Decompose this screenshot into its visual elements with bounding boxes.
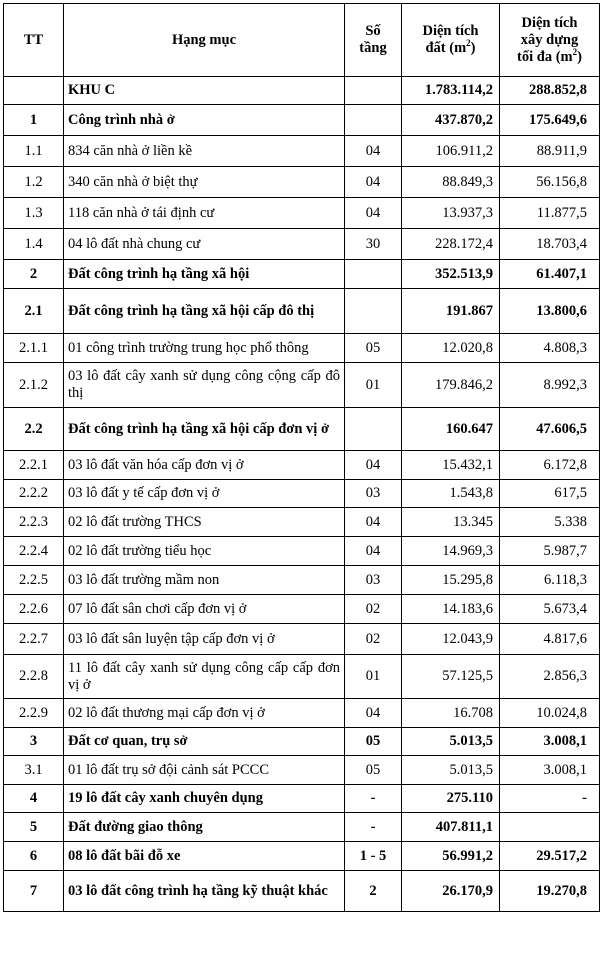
table-row [4, 198, 600, 229]
row-build-area-cell [500, 813, 600, 842]
header-land-area [402, 4, 500, 77]
row-build-area-cell: 2.856,3 [500, 655, 600, 699]
row-build-area-cell: 3.008,1 [500, 728, 600, 756]
row-land-area-cell: 14.183,6 [402, 595, 500, 624]
row-land-area-cell: 228.172,4 [402, 229, 500, 260]
row-floors-cell: 30 [345, 229, 402, 260]
row-land-area-cell: 15.295,8 [402, 566, 500, 595]
table-row [4, 756, 600, 785]
row-build-area-cell: 5.987,7 [500, 537, 600, 566]
header-land-line1: Diện tích [422, 23, 479, 39]
row-build-area-cell: 6.172,8 [500, 451, 600, 480]
row-floors-cell: 04 [345, 508, 402, 537]
row-tt-cell: 2.1 [4, 289, 64, 334]
row-land-area-cell: 5.013,5 [402, 756, 500, 785]
row-item-cell: Đất công trình hạ tầng xã hội cấp đô thị [64, 289, 345, 334]
row-land-area-cell: 5.013,5 [402, 728, 500, 756]
table-row [4, 334, 600, 363]
table-row [4, 699, 600, 728]
row-land-area-cell: 191.867 [402, 289, 500, 334]
row-build-area-cell: 5.338 [500, 508, 600, 537]
table-row [4, 105, 600, 136]
row-tt-cell: 2.2 [4, 408, 64, 451]
row-build-area-cell: 56.156,8 [500, 167, 600, 198]
row-floors-cell [345, 105, 402, 136]
row-item-cell: 01 lô đất trụ sở đội cảnh sát PCCC [64, 756, 345, 785]
row-floors-cell: - [345, 785, 402, 813]
row-item-cell: 07 lô đất sân chơi cấp đơn vị ở [64, 595, 345, 624]
row-land-area-cell: 15.432,1 [402, 451, 500, 480]
row-item-cell: 11 lô đất cây xanh sử dụng công cấp cấp đơn vị ở [64, 655, 345, 699]
header-land-sup: 2 [466, 38, 471, 49]
row-land-area-cell: 56.991,2 [402, 842, 500, 871]
header-floors-line2: tầng [359, 40, 387, 56]
row-build-area-cell: 8.992,3 [500, 363, 600, 408]
row-item-cell: 01 công trình trường trung học phổ thông [64, 334, 345, 363]
header-build-end: ) [577, 48, 582, 65]
table-row [4, 842, 600, 871]
table-row [4, 785, 600, 813]
row-floors-cell: 04 [345, 537, 402, 566]
row-floors-cell: 04 [345, 136, 402, 167]
header-land-line2: đất (m [425, 40, 467, 56]
row-floors-cell: 04 [345, 699, 402, 728]
row-land-area-cell: 1.783.114,2 [402, 77, 500, 105]
row-build-area-cell: 18.703,4 [500, 229, 600, 260]
row-land-area-cell: 13.937,3 [402, 198, 500, 229]
header-floors [345, 4, 402, 77]
table-container [3, 3, 600, 912]
row-tt-cell: 2.2.9 [4, 699, 64, 728]
row-tt-cell: 2 [4, 260, 64, 289]
row-item-cell: 03 lô đất trường mầm non [64, 566, 345, 595]
row-item-cell: 02 lô đất trường THCS [64, 508, 345, 537]
row-build-area-cell: 288.852,8 [500, 77, 600, 105]
row-tt-cell: 1 [4, 105, 64, 136]
row-tt-cell: 3.1 [4, 756, 64, 785]
header-build-line2: xây dựng [520, 31, 579, 48]
table-row [4, 728, 600, 756]
row-land-area-cell: 437.870,2 [402, 105, 500, 136]
table-row [4, 136, 600, 167]
header-floors-line1: Số [365, 23, 381, 39]
header-build-line1: Diện tích [521, 14, 578, 31]
row-land-area-cell: 106.911,2 [402, 136, 500, 167]
row-land-area-cell: 160.647 [402, 408, 500, 451]
row-floors-cell: 1 - 5 [345, 842, 402, 871]
row-land-area-cell: 407.811,1 [402, 813, 500, 842]
row-item-cell: 834 căn nhà ở liền kề [64, 136, 345, 167]
table-row [4, 566, 600, 595]
row-tt-cell: 2.2.3 [4, 508, 64, 537]
row-floors-cell [345, 408, 402, 451]
row-item-cell: Đất công trình hạ tầng xã hội [64, 260, 345, 289]
table-row [4, 229, 600, 260]
row-build-area-cell: 617,5 [500, 480, 600, 508]
row-land-area-cell: 12.043,9 [402, 624, 500, 655]
row-build-area-cell: 10.024,8 [500, 699, 600, 728]
table-body [4, 77, 600, 912]
row-floors-cell [345, 289, 402, 334]
row-item-cell: 03 lô đất y tế cấp đơn vị ở [64, 480, 345, 508]
table-row [4, 813, 600, 842]
row-tt-cell: 7 [4, 871, 64, 912]
row-item-cell: 118 căn nhà ở tái định cư [64, 198, 345, 229]
row-tt-cell: 2.1.1 [4, 334, 64, 363]
row-floors-cell: 2 [345, 871, 402, 912]
row-land-area-cell: 16.708 [402, 699, 500, 728]
row-floors-cell: 01 [345, 363, 402, 408]
table-row [4, 480, 600, 508]
row-floors-cell: 02 [345, 624, 402, 655]
row-tt-cell: 2.2.7 [4, 624, 64, 655]
row-tt-cell [4, 77, 64, 105]
row-floors-cell: 05 [345, 728, 402, 756]
row-land-area-cell: 13.345 [402, 508, 500, 537]
row-floors-cell: 05 [345, 334, 402, 363]
row-land-area-cell: 275.110 [402, 785, 500, 813]
row-build-area-cell: 6.118,3 [500, 566, 600, 595]
row-land-area-cell: 57.125,5 [402, 655, 500, 699]
table-row [4, 77, 600, 105]
header-tt: TT [4, 4, 64, 77]
row-item-cell: 08 lô đất bãi đỗ xe [64, 842, 345, 871]
row-tt-cell: 6 [4, 842, 64, 871]
header-land-end: ) [470, 40, 476, 56]
row-build-area-cell: 4.808,3 [500, 334, 600, 363]
table-row [4, 508, 600, 537]
header-build-line3: tối đa (m [517, 48, 573, 65]
row-floors-cell: 03 [345, 480, 402, 508]
row-land-area-cell: 179.846,2 [402, 363, 500, 408]
row-floors-cell [345, 260, 402, 289]
land-use-table [3, 3, 600, 912]
row-land-area-cell: 12.020,8 [402, 334, 500, 363]
table-row [4, 595, 600, 624]
row-build-area-cell: 13.800,6 [500, 289, 600, 334]
table-row [4, 167, 600, 198]
row-item-cell: 03 lô đất cây xanh sử dụng công cộng cấp đô thị [64, 363, 345, 408]
row-build-area-cell: 11.877,5 [500, 198, 600, 229]
row-tt-cell: 1.4 [4, 229, 64, 260]
row-build-area-cell: - [500, 785, 600, 813]
row-tt-cell: 2.2.4 [4, 537, 64, 566]
header-build-area [500, 4, 600, 77]
row-floors-cell: 04 [345, 198, 402, 229]
row-build-area-cell: 175.649,6 [500, 105, 600, 136]
row-build-area-cell: 61.407,1 [500, 260, 600, 289]
row-land-area-cell: 26.170,9 [402, 871, 500, 912]
header-item: Hạng mục [64, 4, 345, 77]
row-floors-cell [345, 77, 402, 105]
row-tt-cell: 2.2.5 [4, 566, 64, 595]
row-tt-cell: 2.2.8 [4, 655, 64, 699]
row-floors-cell: 04 [345, 167, 402, 198]
row-item-cell: 03 lô đất văn hóa cấp đơn vị ở [64, 451, 345, 480]
row-item-cell: 02 lô đất thương mại cấp đơn vị ở [64, 699, 345, 728]
table-row [4, 537, 600, 566]
row-item-cell: 340 căn nhà ở biệt thự [64, 167, 345, 198]
row-item-cell: 19 lô đất cây xanh chuyên dụng [64, 785, 345, 813]
table-row [4, 624, 600, 655]
header-row [4, 4, 600, 77]
row-floors-cell: 04 [345, 451, 402, 480]
table-row [4, 363, 600, 408]
row-tt-cell: 2.2.1 [4, 451, 64, 480]
table-row [4, 451, 600, 480]
row-build-area-cell: 4.817,6 [500, 624, 600, 655]
row-tt-cell: 2.2.2 [4, 480, 64, 508]
row-floors-cell: - [345, 813, 402, 842]
row-item-cell: Công trình nhà ở [64, 105, 345, 136]
table-row [4, 871, 600, 912]
row-tt-cell: 5 [4, 813, 64, 842]
row-item-cell: Đất công trình hạ tầng xã hội cấp đơn vị ở [64, 408, 345, 451]
row-floors-cell: 03 [345, 566, 402, 595]
row-floors-cell: 02 [345, 595, 402, 624]
table-row [4, 289, 600, 334]
row-build-area-cell: 47.606,5 [500, 408, 600, 451]
row-item-cell: 03 lô đất công trình hạ tầng kỹ thuật khác [64, 871, 345, 912]
row-land-area-cell: 88.849,3 [402, 167, 500, 198]
row-land-area-cell: 1.543,8 [402, 480, 500, 508]
row-floors-cell: 01 [345, 655, 402, 699]
header-build-sup: 2 [572, 46, 578, 57]
row-tt-cell: 2.2.6 [4, 595, 64, 624]
row-tt-cell: 2.1.2 [4, 363, 64, 408]
row-tt-cell: 1.3 [4, 198, 64, 229]
row-item-cell: Đất đường giao thông [64, 813, 345, 842]
row-floors-cell: 05 [345, 756, 402, 785]
row-build-area-cell: 29.517,2 [500, 842, 600, 871]
row-land-area-cell: 352.513,9 [402, 260, 500, 289]
row-build-area-cell: 5.673,4 [500, 595, 600, 624]
row-item-cell: 04 lô đất nhà chung cư [64, 229, 345, 260]
row-tt-cell: 1.2 [4, 167, 64, 198]
row-build-area-cell: 3.008,1 [500, 756, 600, 785]
table-row [4, 408, 600, 451]
row-tt-cell: 1.1 [4, 136, 64, 167]
row-item-cell: Đất cơ quan, trụ sở [64, 728, 345, 756]
table-row [4, 655, 600, 699]
row-build-area-cell: 88.911,9 [500, 136, 600, 167]
row-item-cell: 02 lô đất trường tiểu học [64, 537, 345, 566]
row-build-area-cell: 19.270,8 [500, 871, 600, 912]
row-item-cell: 03 lô đất sân luyện tập cấp đơn vị ở [64, 624, 345, 655]
row-item-cell: KHU C [64, 77, 345, 105]
table-row [4, 260, 600, 289]
row-tt-cell: 3 [4, 728, 64, 756]
row-land-area-cell: 14.969,3 [402, 537, 500, 566]
row-tt-cell: 4 [4, 785, 64, 813]
